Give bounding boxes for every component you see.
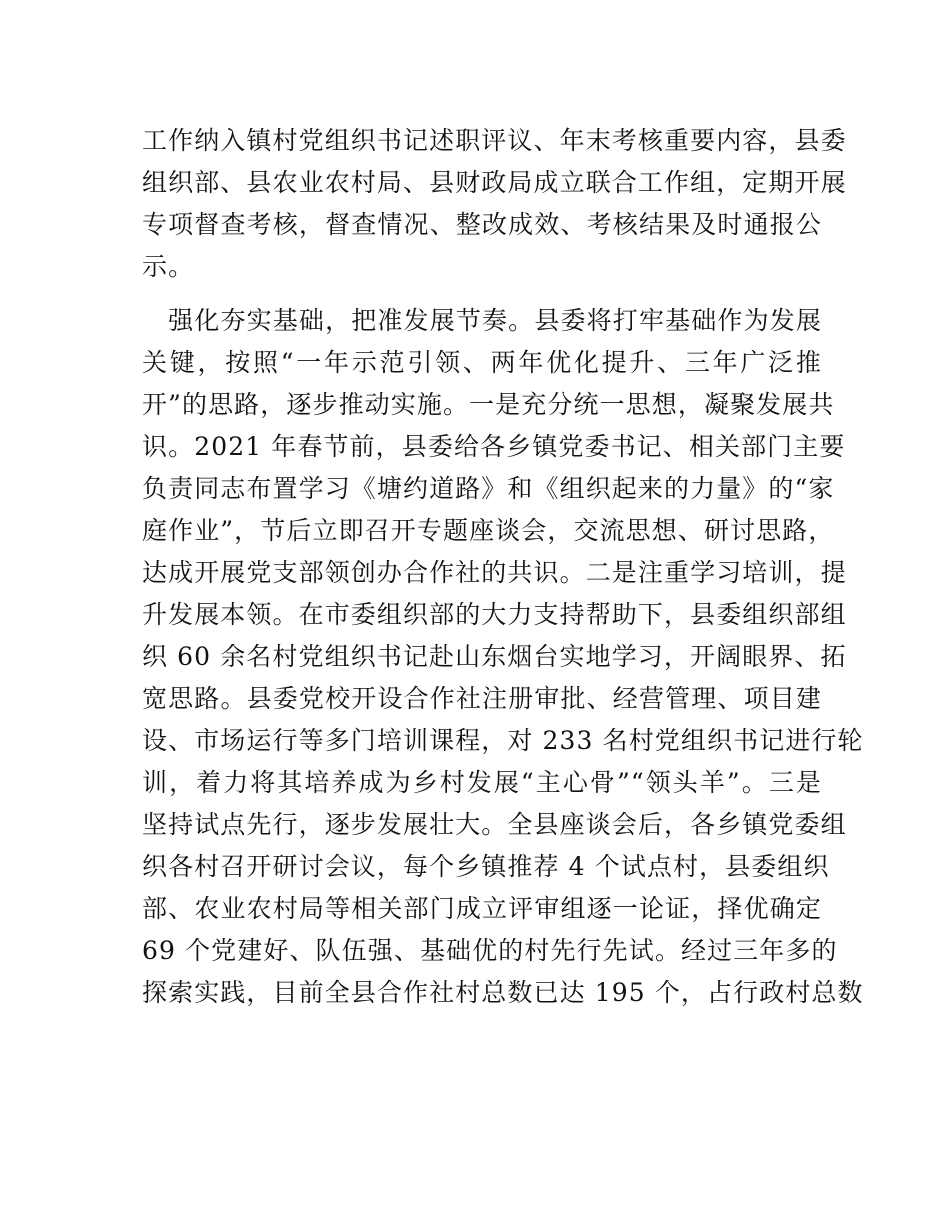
paragraph-2 bbox=[142, 300, 864, 1014]
text-line: 示。 bbox=[142, 252, 195, 281]
text-line: 组织部、县农业农村局、县财政局成立联合工作组，定期开展 bbox=[142, 168, 847, 197]
text-line: 坚持试点先行，逐步发展壮大。全县座谈会后，各乡镇党委组 bbox=[142, 810, 847, 839]
text-line: 专项督查考核，督查情况、整改成效、考核结果及时通报公 bbox=[142, 210, 822, 239]
text-line: 织各村召开研讨会议，每个乡镇推荐 4 个试点村，县委组织 bbox=[142, 852, 830, 881]
text-line: 工作纳入镇村党组织书记述职评议、年末考核重要内容，县委 bbox=[142, 126, 847, 155]
text-line: 强化夯实基础，把准发展节奏。县委将打牢基础作为发展 bbox=[142, 306, 822, 335]
text-line: 关键，按照“一年示范引领、两年优化提升、三年广泛推 bbox=[142, 348, 822, 377]
text-line: 训，着力将其培养成为乡村发展“主心骨”“领头羊”。三是 bbox=[142, 768, 822, 797]
text-line: 部、农业农村局等相关部门成立评审组逐一论证，择优确定 bbox=[142, 894, 822, 923]
text-line: 识。2021 年春节前，县委给各乡镇党委书记、相关部门主要 bbox=[142, 432, 846, 461]
paragraph-1 bbox=[142, 120, 847, 288]
text-line: 宽思路。县委党校开设合作社注册审批、经营管理、项目建 bbox=[142, 684, 822, 713]
text-line: 69 个党建好、队伍强、基础优的村先行先试。经过三年多的 bbox=[142, 936, 838, 965]
text-line: 开”的思路，逐步推动实施。一是充分统一思想，凝聚发展共 bbox=[142, 390, 835, 419]
text-line: 升发展本领。在市委组织部的大力支持帮助下，县委组织部组 bbox=[142, 600, 847, 629]
text-line: 负责同志布置学习《塘约道路》和《组织起来的力量》的“家 bbox=[142, 474, 835, 503]
text-line: 织 60 余名村党组织书记赴山东烟台实地学习，开阔眼界、拓 bbox=[142, 642, 847, 671]
text-line: 庭作业”，节后立即召开专题座谈会，交流思想、研讨思路， bbox=[142, 516, 835, 545]
text-line: 探索实践，目前全县合作社村总数已达 195 个，占行政村总数 bbox=[142, 978, 864, 1007]
text-line: 达成开展党支部领创办合作社的共识。二是注重学习培训，提 bbox=[142, 558, 847, 587]
text-line: 设、市场运行等多门培训课程，对 233 名村党组织书记进行轮 bbox=[142, 726, 864, 755]
